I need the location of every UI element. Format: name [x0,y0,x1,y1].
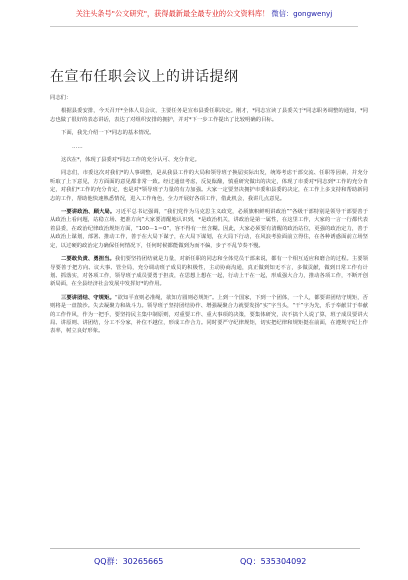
paragraph: 三要讲团结、守规矩。“欲知平直则必准绳，欲知方圆则必规矩”。上到一个国家，下到一个团体，一个人，都要讲团结守规矩，否则将是一盘散沙。失去凝聚力和战斗力。领导班子坚持团结协作、增强凝聚合力就要发扬“实”字当头，“干”字为先，乐于奉献甘于奉献的工作作风，作为一把手，要坚持民主集中制原则，对重要工作、重大事项的决策，要集体研究，决不搞个人说了算，班子成员要讲大局、讲原则、讲团结，分工不分家，补位不越位，形成工作合力。同时要严守纪律规矩，切实把纪律和规矩挺在前面，在遵规守纪上作表率，树立良好形象。 [50,294,368,335]
qq-group-text: QQ群：30265665 [94,557,164,566]
ellipsis-paragraph: …… [72,143,83,150]
point-heading: 三要讲团结、守规矩。 [61,294,115,301]
point-heading: 一要讲政治、顾大局。 [61,209,116,216]
header-banner [50,8,358,27]
point-heading: 二要敢负责、勇担当。 [61,256,115,263]
paragraph: 根据县委安排，今天召开*全体人员会议，主要任务是宣布县委任职决定。刚才，*同志宣读了县委关于*同志职务调整的通知，*同志也做了很好的表态讲话，表达了对组织安排的拥护，并对*下一步工作提出了比较明确的目标。 [50,108,368,123]
paragraph: 一要讲政治、顾大局。习近平总书记强调，“我们党作为马克思主义政党，必须旗帜鲜明讲政治”“各级干部特别是领导干部要善于从政治上看问题，站稳立场、把准方向”大家要清醒地认识到，*是政治机关，讲政治是第一属性，在这里工作，大家的一言一行都代表着县委，在政治纪律政治规矩方面，“100－1＝0”，容不得有一丝含糊。因此，大家必须要有清醒的政治站位，更强的政治定力，善于从政治上谋划，部署、推动工作，善于在大局下谋子，在大局下谋划，在大局下行动，在风浪考验面前立得住，在各种诱惑面前立场坚定，以过硬的政治定力确保任何情况下，任何时候都能做到为而不偏，步子不乱节奏不慢。 [50,209,368,249]
banner-text: 关注头条号"公文研究"，获得最新最全最专业的公文资料库！ [75,9,270,18]
qq-number-text: QQ：535304092 [240,557,307,566]
footer-contact [50,548,360,571]
paragraph: 同志们，市委这次对我们*的人事调整，是从我县工作的大局和领导班子换届实际出发，统筹考虑干部交流、任职等因素，并充分听取了上下意见，方方面面的意见都非常一致。经过通盘考虑，反复酝酿，慎重研究做出的决定，体现了市委对*同志到*工作的充分肯定，对我们*工作的充分肯定，也是对*领导班子力量的有力加强。大家一定要坚决拥护市委和县委的决定，在工作上多支持和帮助新同志的工作，帮助他快速熟悉情况，进入工作角色，全力开展好各项工作，借此机会，我讲几点意见。 [50,170,368,202]
salutation: 同志们： [50,95,72,101]
document-title: 在宣布任职会议上的讲话提纲 [50,69,239,85]
paragraph: 这次在*，体现了县委对*同志工作的充分认可、充分肯定。 [61,157,200,164]
banner-weixin: 微信：gongwenyj [271,9,333,18]
paragraph: 二要敢负责、勇担当。我们要坚持团结就是力量，对新任职的同志和全体党员干部来说，都有一个相互适应和磨合的过程。主要领导要善于把方向、议大事、管全局，充分调动班子成员的积极性，主动协商沟通，真正做到知无不言，多做贡献，做到日常工作有计划、抓落实，对各项工作，领导班子成员要勇于担责，在思想上想在一起，行动上干在一起，形成强大合力，推动各项工作，不断开创新局面，在全县经济社会发展中发挥好*的作用。 [50,256,369,288]
document-body [50,94,368,341]
paragraph: 下面，我先介绍一下*同志的基本情况。 [61,130,155,137]
